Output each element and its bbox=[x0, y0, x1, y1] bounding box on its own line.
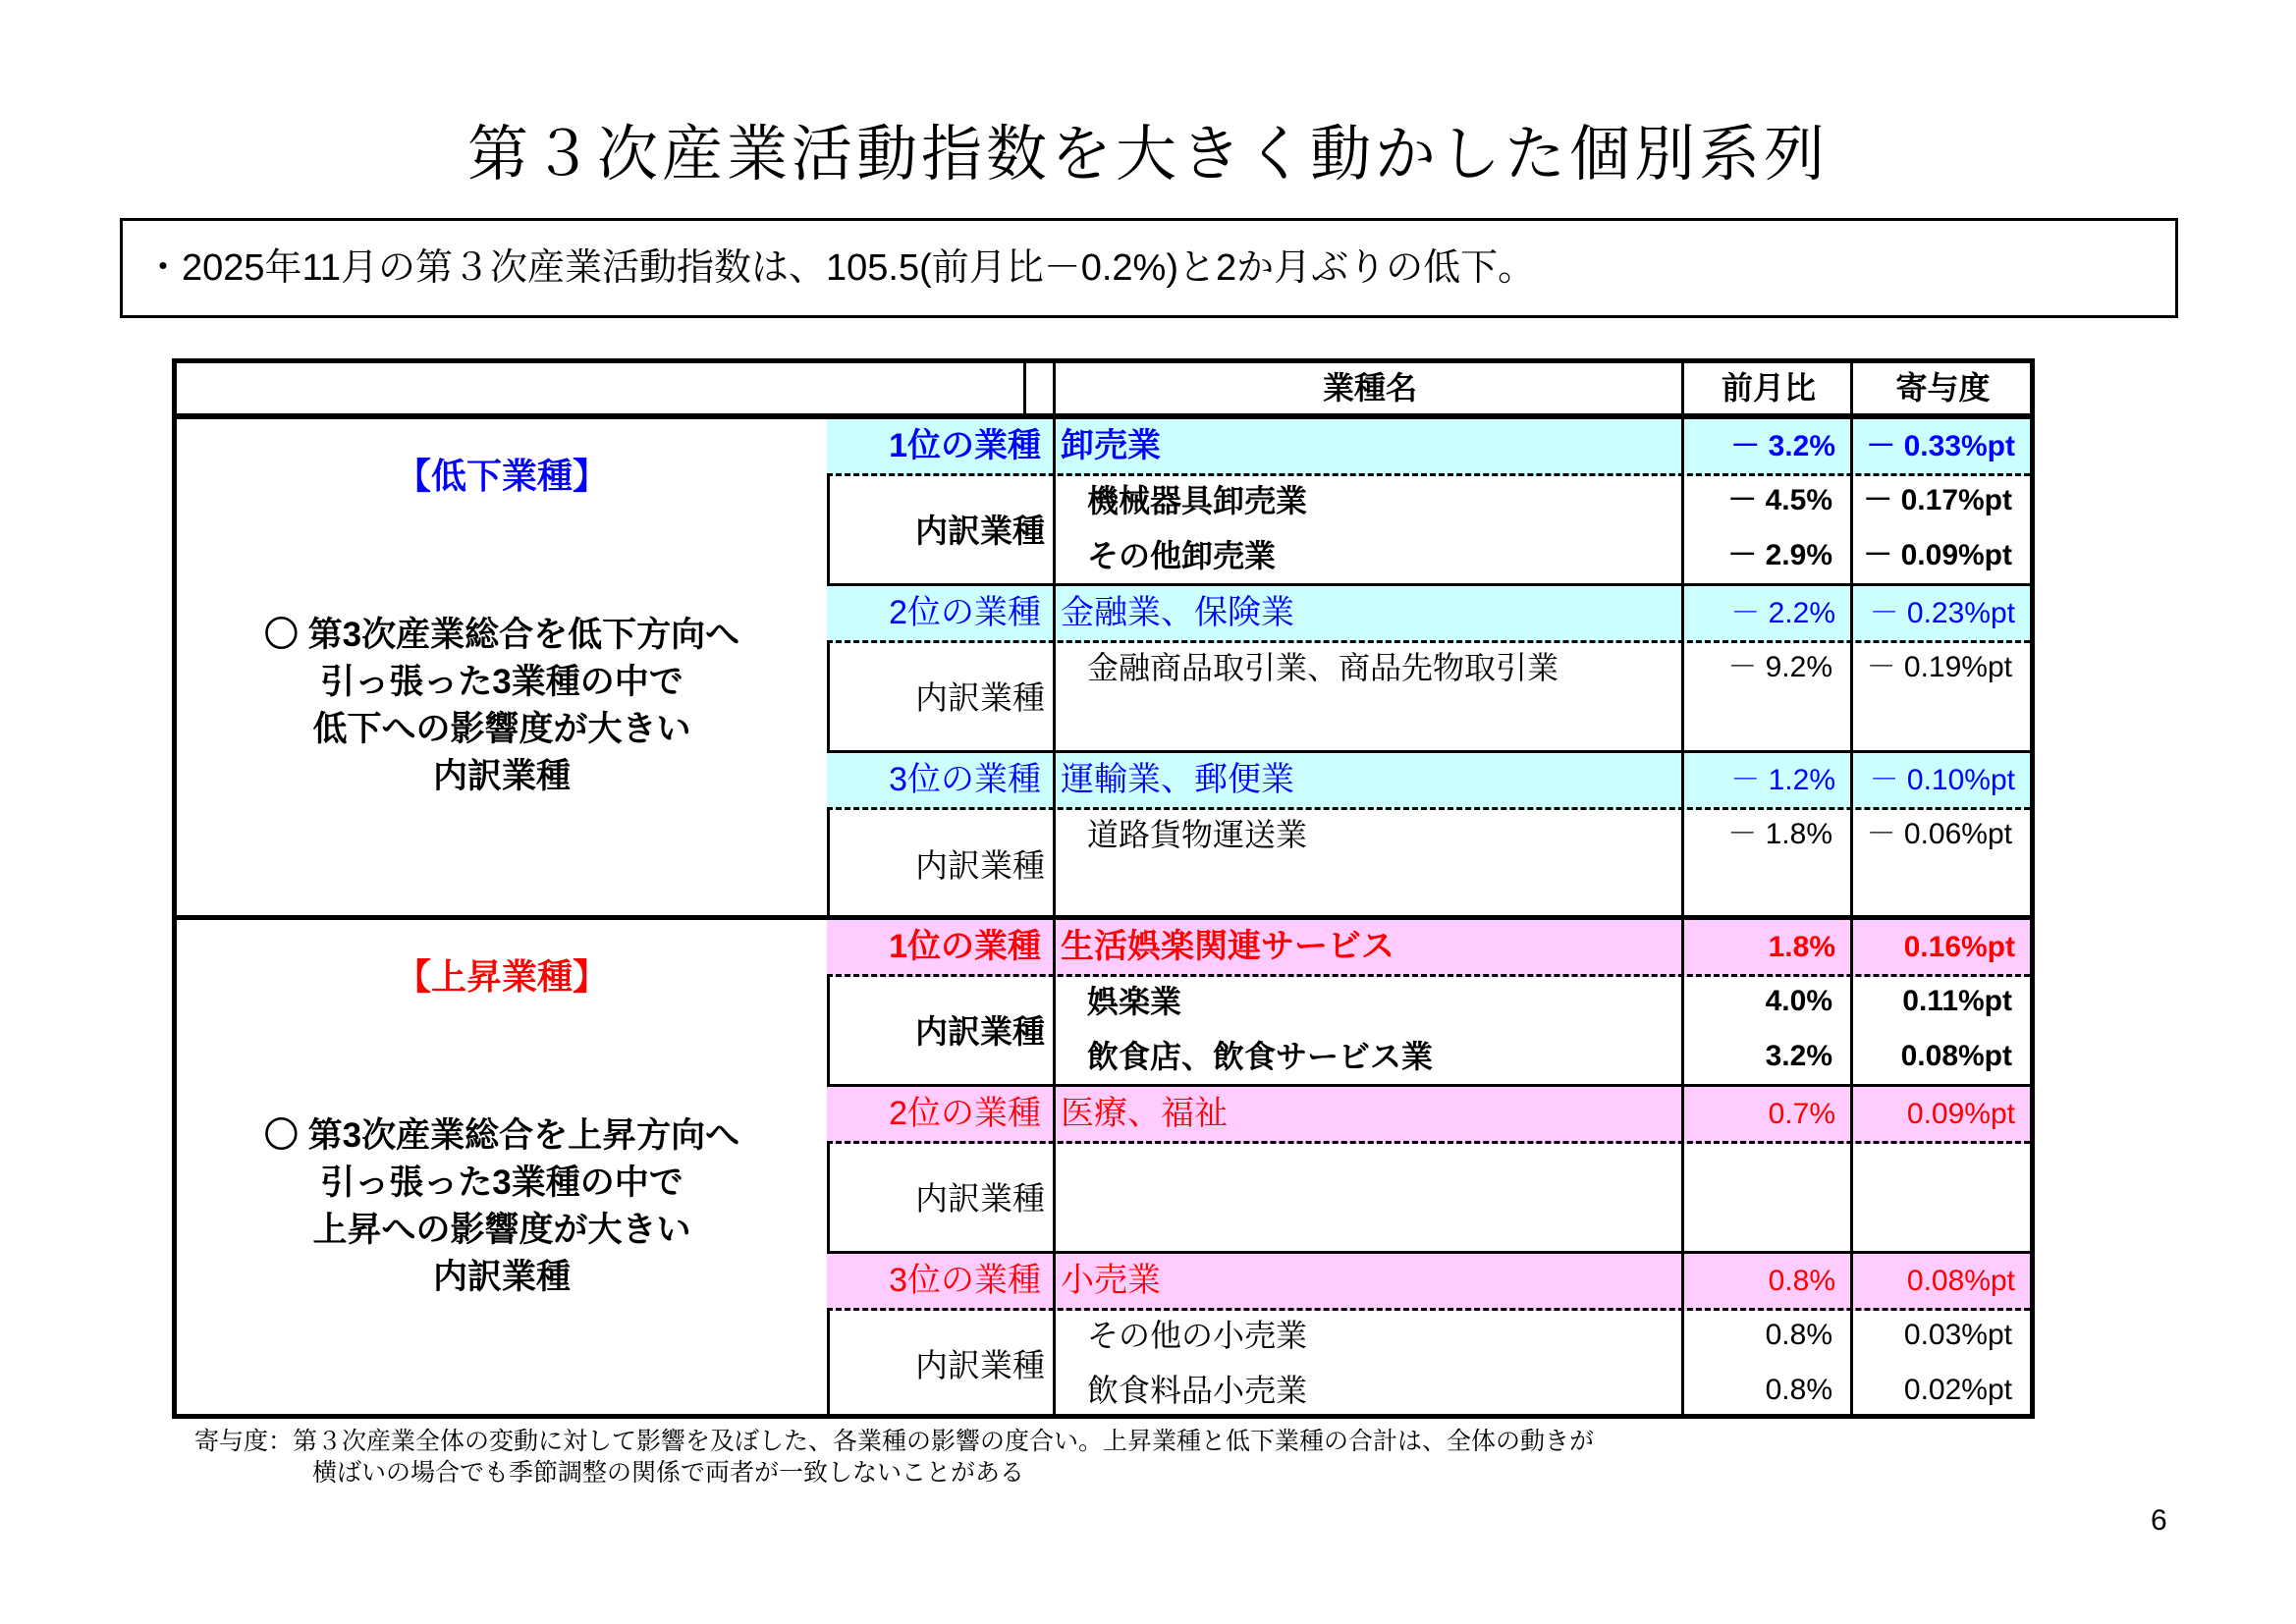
desc-line: 引っ張った3業種の中で bbox=[320, 663, 683, 701]
table-row bbox=[827, 1254, 2030, 1311]
breakdown-block bbox=[827, 473, 2030, 588]
rise-rank-1-group bbox=[827, 920, 2030, 1087]
mom-value: 1.8% bbox=[1768, 931, 1835, 963]
desc-line: 引っ張った3業種の中で bbox=[320, 1164, 683, 1202]
table-header-row bbox=[177, 363, 2030, 419]
mom-value: 4.0% bbox=[1765, 985, 1832, 1017]
sub-industry-name: 機械器具卸売業 bbox=[1087, 483, 1308, 518]
mom-value: 0.8% bbox=[1765, 1319, 1832, 1351]
breakdown-label: 内訳業種 bbox=[915, 678, 1045, 716]
summary-text: ・2025年11月の第３次産業活動指数は、105.5(前月比－0.2%)と2か月ぶりの低下。 bbox=[144, 247, 1536, 289]
breakdown-label: 内訳業種 bbox=[915, 512, 1045, 549]
table-row bbox=[827, 1087, 2030, 1144]
desc-line: 内訳業種 bbox=[432, 1258, 571, 1296]
industry-name: 医療、福祉 bbox=[1061, 1095, 1228, 1132]
page-title: 第３次産業活動指数を大きく動かした個別系列 bbox=[466, 121, 1829, 189]
page-number: 6 bbox=[2151, 1504, 2167, 1537]
breakdown-label: 内訳業種 bbox=[915, 1347, 1045, 1383]
desc-line: 上昇への影響度が大きい bbox=[312, 1211, 691, 1249]
industry-name: 運輸業、郵便業 bbox=[1061, 761, 1294, 798]
sub-industry-name: 金融商品取引業、商品先物取引業 bbox=[1087, 650, 1559, 685]
decline-section-left bbox=[177, 419, 830, 915]
contribution-value: 0.09%pt bbox=[1906, 1098, 2015, 1130]
contribution-value: － 0.19%pt bbox=[1866, 651, 2012, 683]
table-row bbox=[827, 920, 2030, 977]
breakdown-block bbox=[827, 807, 2030, 920]
table-row bbox=[827, 640, 2030, 695]
breakdown-label: 内訳業種 bbox=[915, 1179, 1045, 1217]
sub-industry-name: 道路貨物運送業 bbox=[1087, 817, 1308, 852]
table-row bbox=[827, 807, 2030, 862]
rise-section-left bbox=[177, 920, 830, 1419]
table-row bbox=[827, 419, 2030, 476]
rise-section bbox=[177, 920, 2030, 1419]
mom-value: － 2.9% bbox=[1727, 539, 1832, 571]
summary-box bbox=[120, 218, 2178, 318]
contribution-value: － 0.10%pt bbox=[1869, 764, 2015, 796]
table-row bbox=[827, 1363, 2030, 1418]
contribution-value: 0.02%pt bbox=[1903, 1374, 2012, 1406]
rise-rank-3-group bbox=[827, 1254, 2030, 1419]
contribution-value: － 0.09%pt bbox=[1863, 539, 2012, 571]
mom-value: 0.8% bbox=[1765, 1374, 1832, 1406]
rank-label: 2位の業種 bbox=[889, 594, 1041, 631]
mom-value: 3.2% bbox=[1765, 1040, 1832, 1072]
table-row bbox=[827, 1029, 2030, 1084]
decline-section-label: 【低下業種】 bbox=[395, 456, 608, 496]
footnote bbox=[194, 1426, 1594, 1489]
rank-label: 1位の業種 bbox=[889, 427, 1041, 464]
mom-value: － 1.2% bbox=[1730, 764, 1835, 796]
table-row bbox=[827, 974, 2030, 1029]
header-industry: 業種名 bbox=[1053, 363, 1684, 413]
industry-name: 小売業 bbox=[1061, 1262, 1161, 1299]
table-row bbox=[827, 753, 2030, 810]
decline-rank-1-group bbox=[827, 419, 2030, 586]
rank-label: 3位の業種 bbox=[889, 1262, 1041, 1299]
breakdown-block bbox=[827, 1141, 2030, 1256]
contribution-value: 0.11%pt bbox=[1902, 985, 2012, 1017]
rank-label: 2位の業種 bbox=[889, 1095, 1041, 1132]
desc-line: 内訳業種 bbox=[432, 757, 571, 795]
table-row bbox=[827, 528, 2030, 583]
decline-section-description bbox=[177, 612, 827, 800]
rank-label: 1位の業種 bbox=[889, 928, 1041, 965]
industry-name: 卸売業 bbox=[1061, 427, 1161, 464]
sub-industry-name: 飲食店、飲食サービス業 bbox=[1087, 1039, 1434, 1074]
footnote-line-1: 寄与度：第３次産業全体の変動に対して影響を及ぼした、各業種の影響の度合い。上昇業種と低下業種の合計は、全体の動きが bbox=[194, 1428, 1595, 1455]
contribution-value: － 0.23%pt bbox=[1869, 597, 2015, 629]
rise-section-description bbox=[177, 1112, 827, 1301]
mom-value: － 2.2% bbox=[1730, 597, 1835, 629]
rise-rank-2-group bbox=[827, 1087, 2030, 1254]
rise-section-label: 【上昇業種】 bbox=[395, 956, 608, 997]
desc-line: 低下への影響度が大きい bbox=[312, 710, 691, 748]
sub-industry-name: その他卸売業 bbox=[1087, 538, 1277, 573]
header-contribution: 寄与度 bbox=[1850, 363, 2033, 413]
footnote-line-2: 横ばいの場合でも季節調整の関係で両者が一致しないことがある bbox=[312, 1459, 1025, 1487]
desc-line: 〇 第3次産業総合を上昇方向へ bbox=[263, 1116, 740, 1155]
table-row bbox=[827, 473, 2030, 528]
contribution-value: 0.16%pt bbox=[1903, 931, 2015, 963]
mom-value: － 3.2% bbox=[1730, 430, 1835, 462]
header-blank bbox=[177, 363, 1026, 413]
mom-value: 0.8% bbox=[1768, 1265, 1835, 1297]
mom-value: － 4.5% bbox=[1727, 484, 1832, 516]
decline-rank-2-group bbox=[827, 586, 2030, 753]
rank-label: 3位の業種 bbox=[889, 761, 1041, 798]
breakdown-block bbox=[827, 974, 2030, 1089]
breakdown-block bbox=[827, 1308, 2030, 1419]
mom-value: 0.7% bbox=[1768, 1098, 1835, 1130]
desc-line: 〇 第3次産業総合を低下方向へ bbox=[263, 616, 740, 654]
breakdown-block bbox=[827, 640, 2030, 755]
contribution-value: － 0.17%pt bbox=[1863, 484, 2012, 516]
mom-value: － 1.8% bbox=[1727, 818, 1832, 850]
contribution-value: 0.03%pt bbox=[1903, 1319, 2012, 1351]
contribution-value: － 0.06%pt bbox=[1866, 818, 2012, 850]
sub-industry-name: その他の小売業 bbox=[1087, 1318, 1308, 1353]
table-row bbox=[827, 1308, 2030, 1363]
breakdown-label: 内訳業種 bbox=[915, 847, 1045, 884]
contribution-value: 0.08%pt bbox=[1906, 1265, 2015, 1297]
breakdown-label: 内訳業種 bbox=[915, 1012, 1045, 1050]
header-mom: 前月比 bbox=[1681, 363, 1853, 413]
table-row bbox=[827, 586, 2030, 643]
decline-section bbox=[177, 419, 2030, 920]
contribution-value: 0.08%pt bbox=[1900, 1040, 2012, 1072]
industry-name: 生活娯楽関連サービス bbox=[1061, 928, 1394, 965]
industry-name: 金融業、保険業 bbox=[1061, 594, 1294, 631]
sub-industry-name: 飲食料品小売業 bbox=[1087, 1373, 1308, 1408]
industry-table bbox=[172, 358, 2035, 1419]
mom-value: － 9.2% bbox=[1727, 651, 1832, 683]
decline-rank-3-group bbox=[827, 753, 2030, 920]
sub-industry-name: 娯楽業 bbox=[1087, 984, 1182, 1019]
contribution-value: － 0.33%pt bbox=[1866, 430, 2015, 462]
